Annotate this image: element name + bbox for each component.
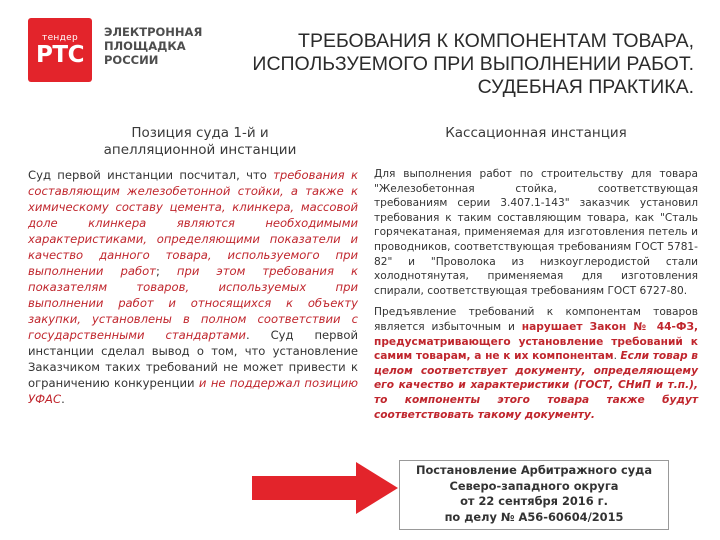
text-segment: . Суд первой инстанции сделал вывод о том, что установление Заказчиком таких требований не может привести к ограничению конкуренции [28,328,358,390]
right-column-heading: Кассационная инстанция [445,125,627,141]
logo-caption-line: ЭЛЕКТРОННАЯ [104,25,203,39]
text-segment: нарушает Закон № 44-ФЗ, предусматривающего установление требований к самим товарам, а не к их компонентам [374,320,699,363]
text-segment: . [613,350,621,363]
title-line: СУДЕБНАЯ ПРАКТИКА. [477,76,694,98]
cassation-paragraph-2 [374,305,698,422]
ruling-line: Постановление Арбитражного суда [415,463,653,477]
logo-caption [104,25,202,67]
page-title [194,30,694,99]
text-segment: Суд первой инстанции посчитал, что [28,168,274,182]
right-arrow-icon [252,462,400,514]
ruling-line: по делу № А56-60604/2015 [444,509,624,524]
court-ruling-box [399,460,669,530]
text-segment: требования к составляющим железобетонной стойки, а также к химическому составу цемента, клинкера, массовой доле клинкера являются необходимыми характеристиками, определяющими показатели и качество данного товара, используемого при выполнении работ [28,168,358,278]
logo-caption-line: ПЛОЩАДКА [104,39,186,53]
text-segment: . [61,392,65,406]
logo-caption-line: РОССИИ [104,53,159,67]
rts-logo [28,18,92,82]
ruling-line: от 22 сентября 2016 г. [460,494,608,508]
cassation-paragraph-1: Для выполнения работ по строительству для товара "Железобетонная стойка, соответствующая требованиям серии 3.407.1-143" заказчик установил требования к таким составляющим товара, как "Сталь горячекатаная, применяемая для изготовления петель и проводников, соответствующая требованиям ГОСТ 5781-82" и "Проволока из низкоуглеродистой стали холоднотянутая, применяемая для изготовления спирали, соответствующая требованиям ГОСТ 6727-80. [374,168,698,297]
text-segment: Предъявление требований к компонентам товаров является избыточным и [374,306,698,333]
text-segment: Если товар в целом соответствует документу, определяющему его качество и характеристики (ГОСТ, СНиП и т.п.), то компоненты этого товара также будут соответствовать такому документу. [374,350,698,421]
title-line: ТРЕБОВАНИЯ К КОМПОНЕНТАМ ТОВАРА, [298,30,694,52]
text-segment: и не поддержал позицию УФАС [28,376,358,406]
cassation-text [374,167,698,422]
title-line: ИСПОЛЬЗУЕМОГО ПРИ ВЫПОЛНЕНИИ РАБОТ. [252,53,694,75]
text-segment: ; [155,264,177,278]
first-instance-text [28,167,358,407]
left-column-heading: Позиция суда 1-й и апелляционной инстанции [103,125,297,158]
ruling-line: Северо-западного округа [449,478,619,493]
logo-big-word: РТС [36,42,84,68]
text-segment: при этом требования к показателям товаров, используемых при выполнении работ и относящихся к объекту закупки, установлены в полном соответствии с государственными стандартами [28,264,358,342]
logo-small-word: тендер [42,33,78,43]
